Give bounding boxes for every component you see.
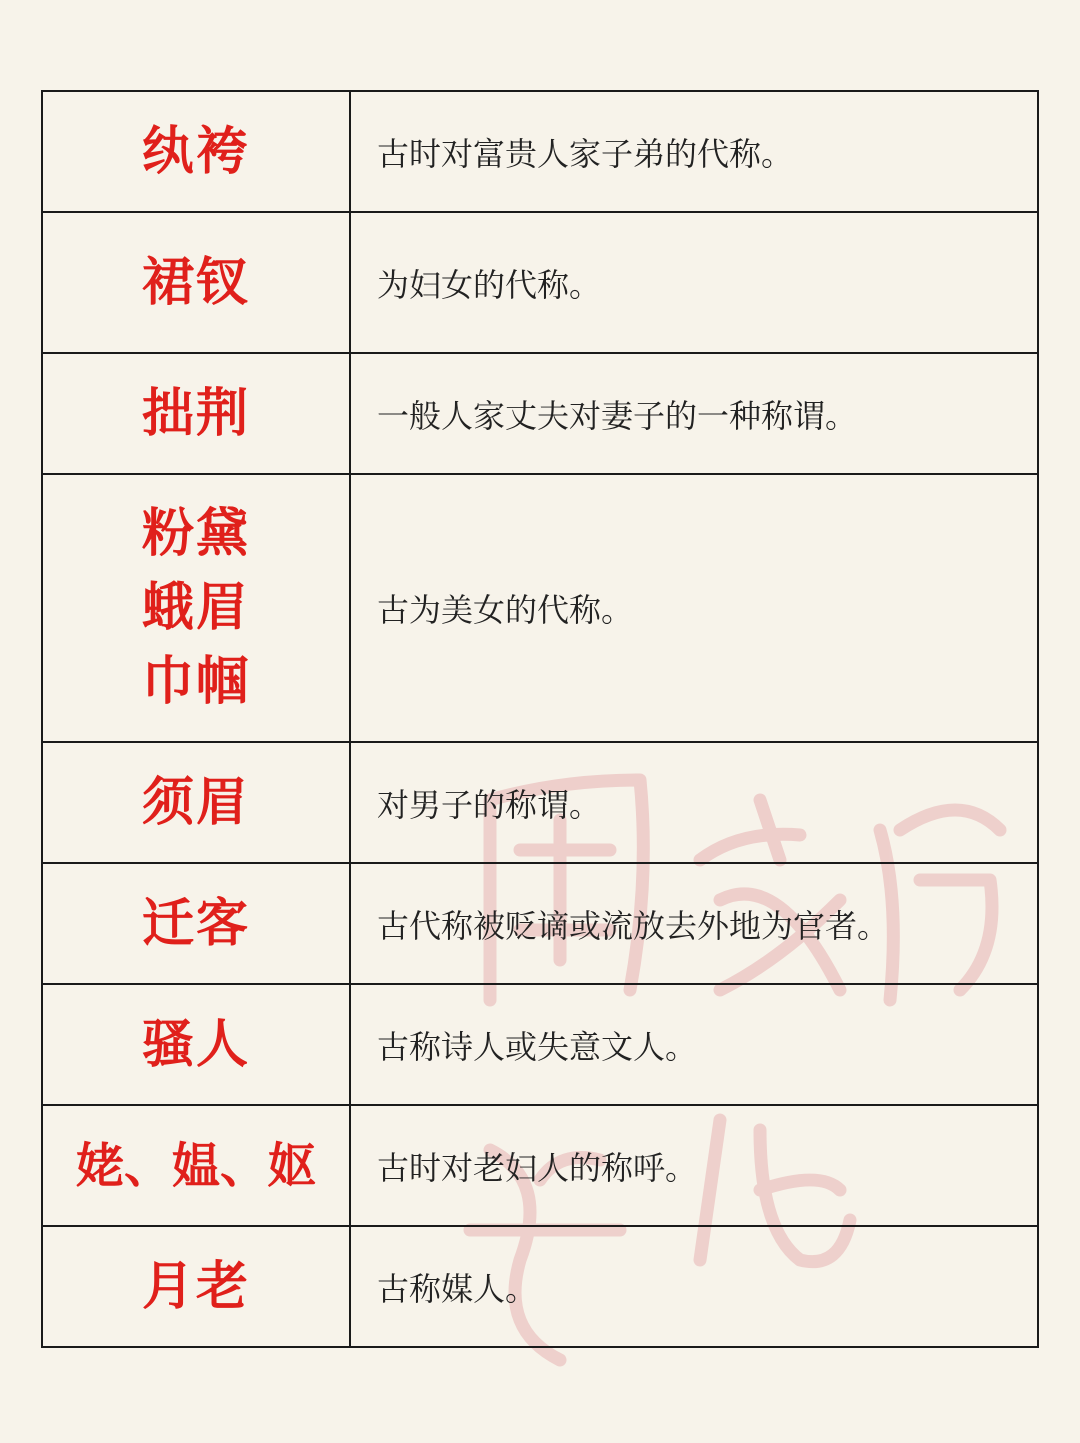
table-row <box>42 863 1038 984</box>
definition-cell: 古时对老妇人的称呼。 <box>350 1105 1038 1226</box>
term-text: 月老 <box>141 1256 250 1317</box>
term-cell <box>42 1105 350 1226</box>
term-cell <box>42 353 350 474</box>
table-row <box>42 353 1038 474</box>
term-cell <box>42 212 350 353</box>
term-text: 蛾眉 <box>141 578 250 638</box>
term-cell <box>42 91 350 212</box>
term-cell <box>42 1226 350 1347</box>
definition-cell: 一般人家丈夫对妻子的一种称谓。 <box>350 353 1038 474</box>
definition-cell: 对男子的称谓。 <box>350 742 1038 863</box>
definition-cell: 古为美女的代称。 <box>350 474 1038 742</box>
term-cell <box>42 474 350 742</box>
term-text: 骚人 <box>141 1014 250 1075</box>
term-text: 纨袴 <box>141 121 250 182</box>
table-row <box>42 91 1038 212</box>
term-cell <box>42 984 350 1105</box>
term-text: 须眉 <box>141 772 250 833</box>
table-row <box>42 742 1038 863</box>
table-row <box>42 1105 1038 1226</box>
definition-cell: 古时对富贵人家子弟的代称。 <box>350 91 1038 212</box>
term-text: 粉黛 <box>141 504 250 564</box>
table-row <box>42 984 1038 1105</box>
term-cell <box>42 742 350 863</box>
definition-cell: 为妇女的代称。 <box>350 212 1038 353</box>
term-text: 裙钗 <box>141 252 250 313</box>
term-cell <box>42 863 350 984</box>
table-row <box>42 212 1038 353</box>
definition-cell: 古称媒人。 <box>350 1226 1038 1347</box>
term-text: 姥、媪、妪 <box>75 1137 316 1194</box>
table-row <box>42 1226 1038 1347</box>
table-row <box>42 474 1038 742</box>
term-text: 拙荆 <box>141 383 250 444</box>
definition-cell: 古称诗人或失意文人。 <box>350 984 1038 1105</box>
term-text: 迁客 <box>141 893 250 954</box>
term-text: 巾帼 <box>141 652 250 712</box>
definition-cell: 古代称被贬谪或流放去外地为官者。 <box>350 863 1038 984</box>
terms-table <box>41 90 1039 1348</box>
